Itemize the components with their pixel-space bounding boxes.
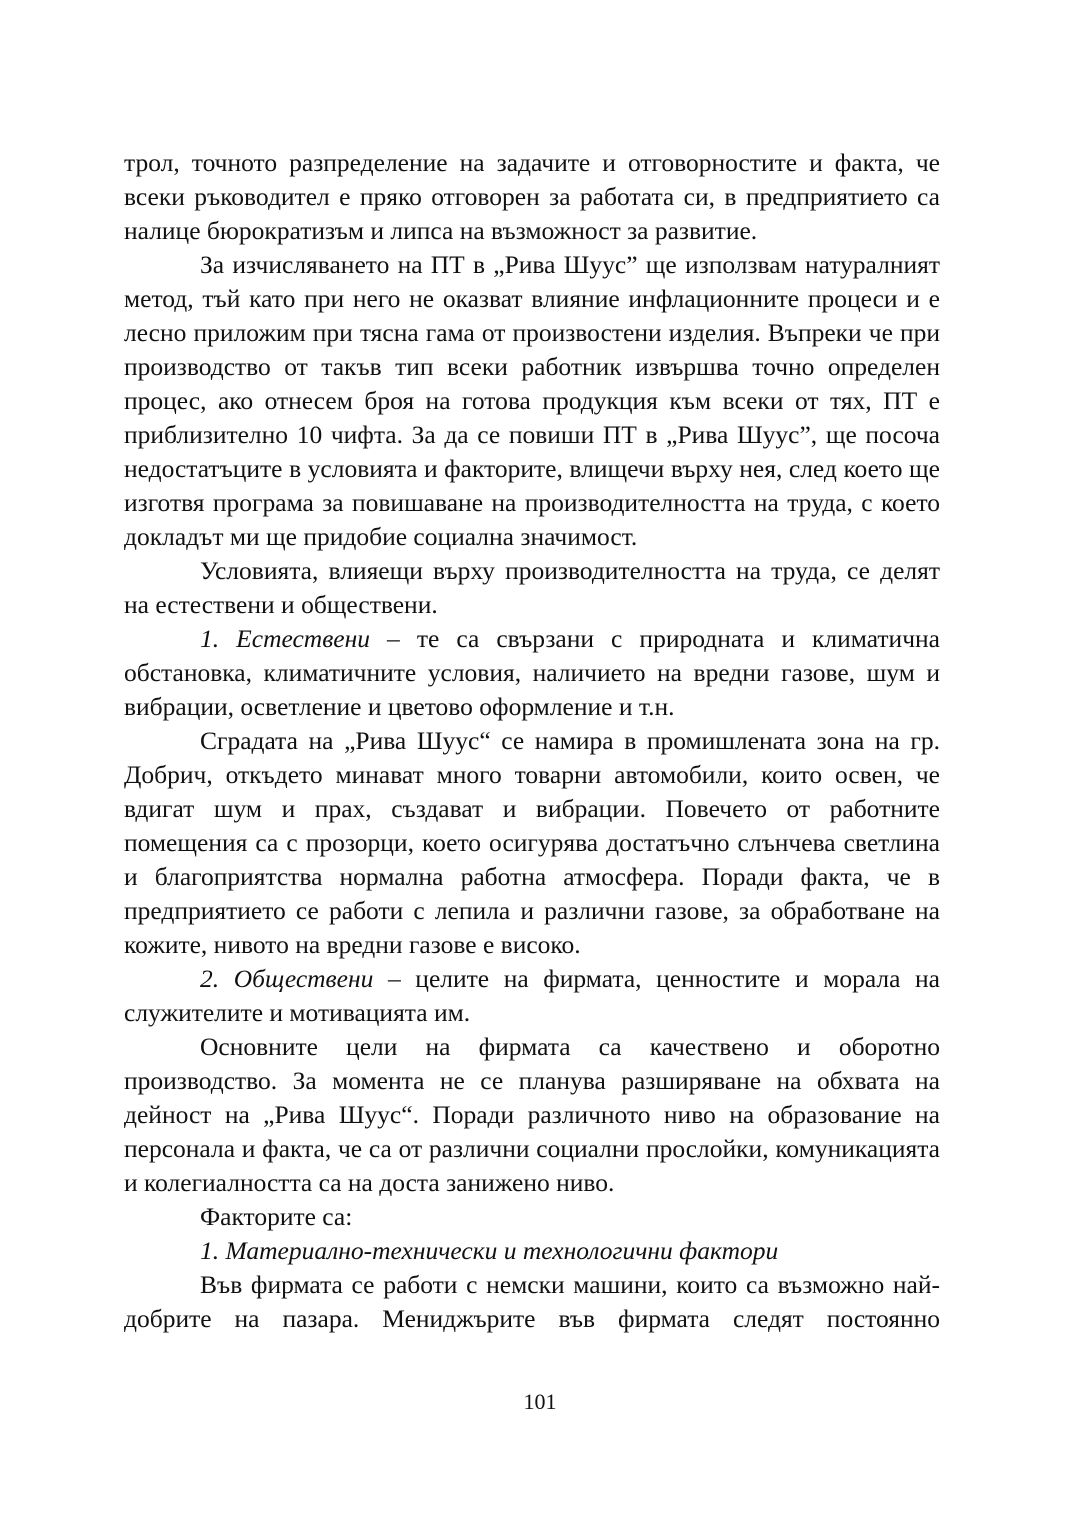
paragraph-machines: Във фирмата се работи с немски машини, които са възможно най-добрите на пазара. Мениджърите във фирмата следят постоянно [124,1270,940,1333]
paragraph-social-conditions [124,962,940,1030]
heading-social: 2. Обществени [200,964,374,993]
paragraph-natural-conditions [124,622,940,724]
heading-natural: 1. Естествени [200,624,370,653]
page-body [124,146,940,1336]
paragraph-factors-intro: Факторите са: [200,1202,353,1231]
page-number: 101 [523,1389,557,1414]
paragraph-social-text: – целите на фирмата, ценностите и морала на служителите и мотивацията им. [124,964,940,1027]
paragraph-building: Сградата на „Рива Шуус“ се намира в промишлената зона на гр. Добрич, откъдето минават много товарни автомобили, които освен, че вдигат шум и прах, създават и вибрации. Повечето от работните помещения са с прозорци, което осигурява достатъчно слънчева светлина и благоприятства нормална работна атмосфера. Поради факта, че в предприятието се работи с лепила и различни газове, за обработване на кожите, нивото на вредни газове е високо. [124,726,940,959]
paragraph-method: За изчисляването на ПТ в „Рива Шуус” ще използвам натуралният метод, тъй като при него не оказват влияние инфлационните процеси и е лесно приложим при тясна гама от произвостени изделия. Въпреки че при производство от такъв тип всеки работник извършва точно определен процес, ако отнесем броя на готова продукция към всеки от тях, ПТ е приблизително 10 чифта. За да се повиши ПТ в „Рива Шуус”, ще посоча недостатъците в условията и факторите, влищечи върху нея, след което ще изготвя програма за повишаване на производителността на труда, с което докладът ми ще придобие социална значимост. [124,250,940,551]
heading-material-technical-factors: 1. Материално-технически и технологични фактори [200,1236,779,1265]
paragraph-natural-text: – те са свързани с природната и климатична обстановка, климатичните условия, наличието на вредни газове, шум и вибрации, осветление и цветово оформление и т.н. [124,624,940,721]
paragraph-company-goals: Основните цели на фирмата са качествено и оборотно производство. За момента не се планува разширяване на обхвата на дейност на „Рива Шуус“. Поради различното ниво на образование на персонала и факта, че са от различни социални прослойки, комуникацията и колегиалността са на доста занижено ниво. [124,1032,940,1197]
paragraph-conditions-intro: Условията, влияещи върху производителността на труда, се делят на естествени и обществени. [124,556,940,619]
paragraph-continuation: трол, точното разпределение на задачите и отговорностите и факта, че всеки ръководител е пряко отговорен за работата си, в предприятието са налице бюрократизъм и липса на възможност за развитие. [124,148,940,245]
